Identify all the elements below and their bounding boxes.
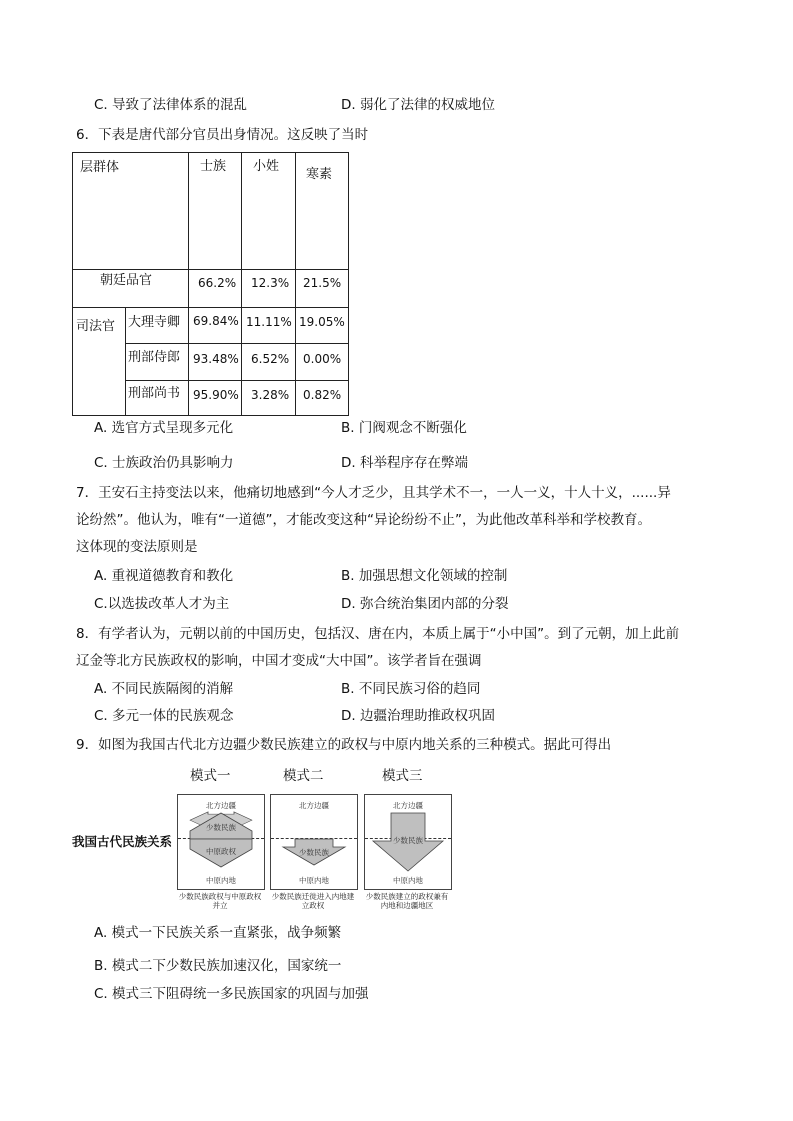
- q8-option-d: D. 边疆治理助推政权巩固: [341, 708, 495, 724]
- mode2-top-label: 北方边疆: [299, 801, 329, 810]
- mode2-arrow-label: 少数民族: [299, 848, 329, 857]
- mode2-bottom-label: 中原内地: [299, 876, 329, 885]
- col-header-xiaoxing: 小姓: [253, 159, 280, 174]
- cell-court-hansu: 21.5%: [303, 276, 342, 290]
- mode2-caption: 少数民族迁徙进入内地建立政权: [271, 892, 355, 910]
- row-label-dalisiqing: 大理寺卿: [128, 315, 181, 330]
- q5-option-d: D. 弱化了法律的权威地位: [341, 97, 495, 113]
- mode1-arrow-down-label: 中原政权: [206, 847, 236, 856]
- cell-dali-xiaoxing: 11.11%: [246, 315, 292, 329]
- q7-stem-line3: 这体现的变法原则是: [76, 539, 198, 555]
- q8-option-b: B. 不同民族习俗的趋同: [341, 681, 481, 697]
- cell-shilang-shizu: 93.48%: [193, 352, 239, 366]
- cell-court-shizu: 66.2%: [198, 276, 237, 290]
- mode1-arrow-up-label: 少数民族: [206, 823, 236, 832]
- q7-option-a: A. 重视道德教育和教化: [94, 568, 234, 584]
- q8-stem-line2: 辽金等北方民族政权的影响，中国才变成“大中国”。该学者旨在强调: [76, 653, 482, 669]
- row-group-judicial: 司法官: [76, 319, 116, 334]
- q7-option-d: D. 弥合统治集团内部的分裂: [341, 596, 509, 612]
- mode1-title: 模式一: [190, 768, 231, 784]
- mode1-top-label: 北方边疆: [206, 801, 236, 810]
- q6-stem: 6．下表是唐代部分官员出身情况。这反映了当时: [76, 127, 369, 143]
- q6-table: [72, 152, 349, 416]
- cell-shangshu-shizu: 95.90%: [193, 388, 239, 402]
- mode3-caption: 少数民族建立的政权兼有内地和边疆地区: [365, 892, 449, 910]
- mode2-title: 模式二: [283, 768, 324, 784]
- row-label-court: 朝廷品官: [100, 273, 153, 288]
- q9-stem: 9．如图为我国古代北方边疆少数民族建立的政权与中原内地关系的三种模式。据此可得出: [76, 737, 612, 753]
- diagram-side-label: 我国古代民族关系: [72, 834, 173, 849]
- q6-option-c: C. 士族政治仍具影响力: [94, 455, 234, 471]
- ethnic-relations-diagram: [72, 762, 462, 914]
- q8-stem-line1: 8．有学者认为，元朝以前的中国历史，包括汉、唐在内，本质上属于“小中国”。到了元朝，加上此前: [76, 626, 680, 642]
- row-label-xingbushilang: 刑部侍郎: [128, 350, 181, 365]
- mode3-arrow-label: 少数民族: [393, 836, 423, 845]
- mode3-bottom-label: 中原内地: [393, 876, 423, 885]
- mode1-box: [177, 794, 265, 890]
- cell-dali-hansu: 19.05%: [299, 315, 345, 329]
- cell-shangshu-xiaoxing: 3.28%: [251, 388, 290, 402]
- mode2-box: [270, 794, 358, 890]
- cell-shangshu-hansu: 0.82%: [303, 388, 342, 402]
- cell-dali-shizu: 69.84%: [193, 314, 239, 328]
- table-header-group: 层群体: [80, 160, 120, 175]
- q7-option-c: C.以选拔改革人才为主: [94, 596, 230, 612]
- q7-stem-line1: 7．王安石主持变法以来，他痛切地感到“今人才乏少，且其学术不一，一人一义，十人十义，......异: [76, 485, 671, 501]
- row-label-xingbushangshu: 刑部尚书: [128, 386, 181, 401]
- cell-shilang-xiaoxing: 6.52%: [251, 352, 290, 366]
- q8-option-a: A. 不同民族隔阂的消解: [94, 681, 234, 697]
- q5-option-c: C. 导致了法律体系的混乱: [94, 97, 248, 113]
- mode1-bottom-label: 中原内地: [206, 876, 236, 885]
- q9-option-b: B. 模式二下少数民族加速汉化，国家统一: [94, 958, 342, 974]
- q7-option-b: B. 加强思想文化领域的控制: [341, 568, 508, 584]
- q8-option-c: C. 多元一体的民族观念: [94, 708, 234, 724]
- mode3-box: [364, 794, 452, 890]
- q9-option-c: C. 模式三下阻碍统一多民族国家的巩固与加强: [94, 986, 369, 1002]
- q7-stem-line2: 论纷然”。他认为，唯有“一道德”，才能改变这种“异论纷纷不止”，为此他改革科举和学校教育。: [76, 512, 651, 528]
- col-header-shizu: 士族: [200, 159, 227, 174]
- q6-option-a: A. 选官方式呈现多元化: [94, 420, 234, 436]
- mode3-title: 模式三: [382, 768, 423, 784]
- q6-option-d: D. 科举程序存在弊端: [341, 455, 468, 471]
- cell-shilang-hansu: 0.00%: [303, 352, 342, 366]
- col-header-hansu: 寒素: [306, 167, 333, 182]
- mode3-top-label: 北方边疆: [393, 801, 423, 810]
- cell-court-xiaoxing: 12.3%: [251, 276, 290, 290]
- mode1-caption: 少数民族政权与中原政权并立: [178, 892, 262, 910]
- q9-option-a: A. 模式一下民族关系一直紧张，战争频繁: [94, 925, 342, 941]
- q6-option-b: B. 门阀观念不断强化: [341, 420, 467, 436]
